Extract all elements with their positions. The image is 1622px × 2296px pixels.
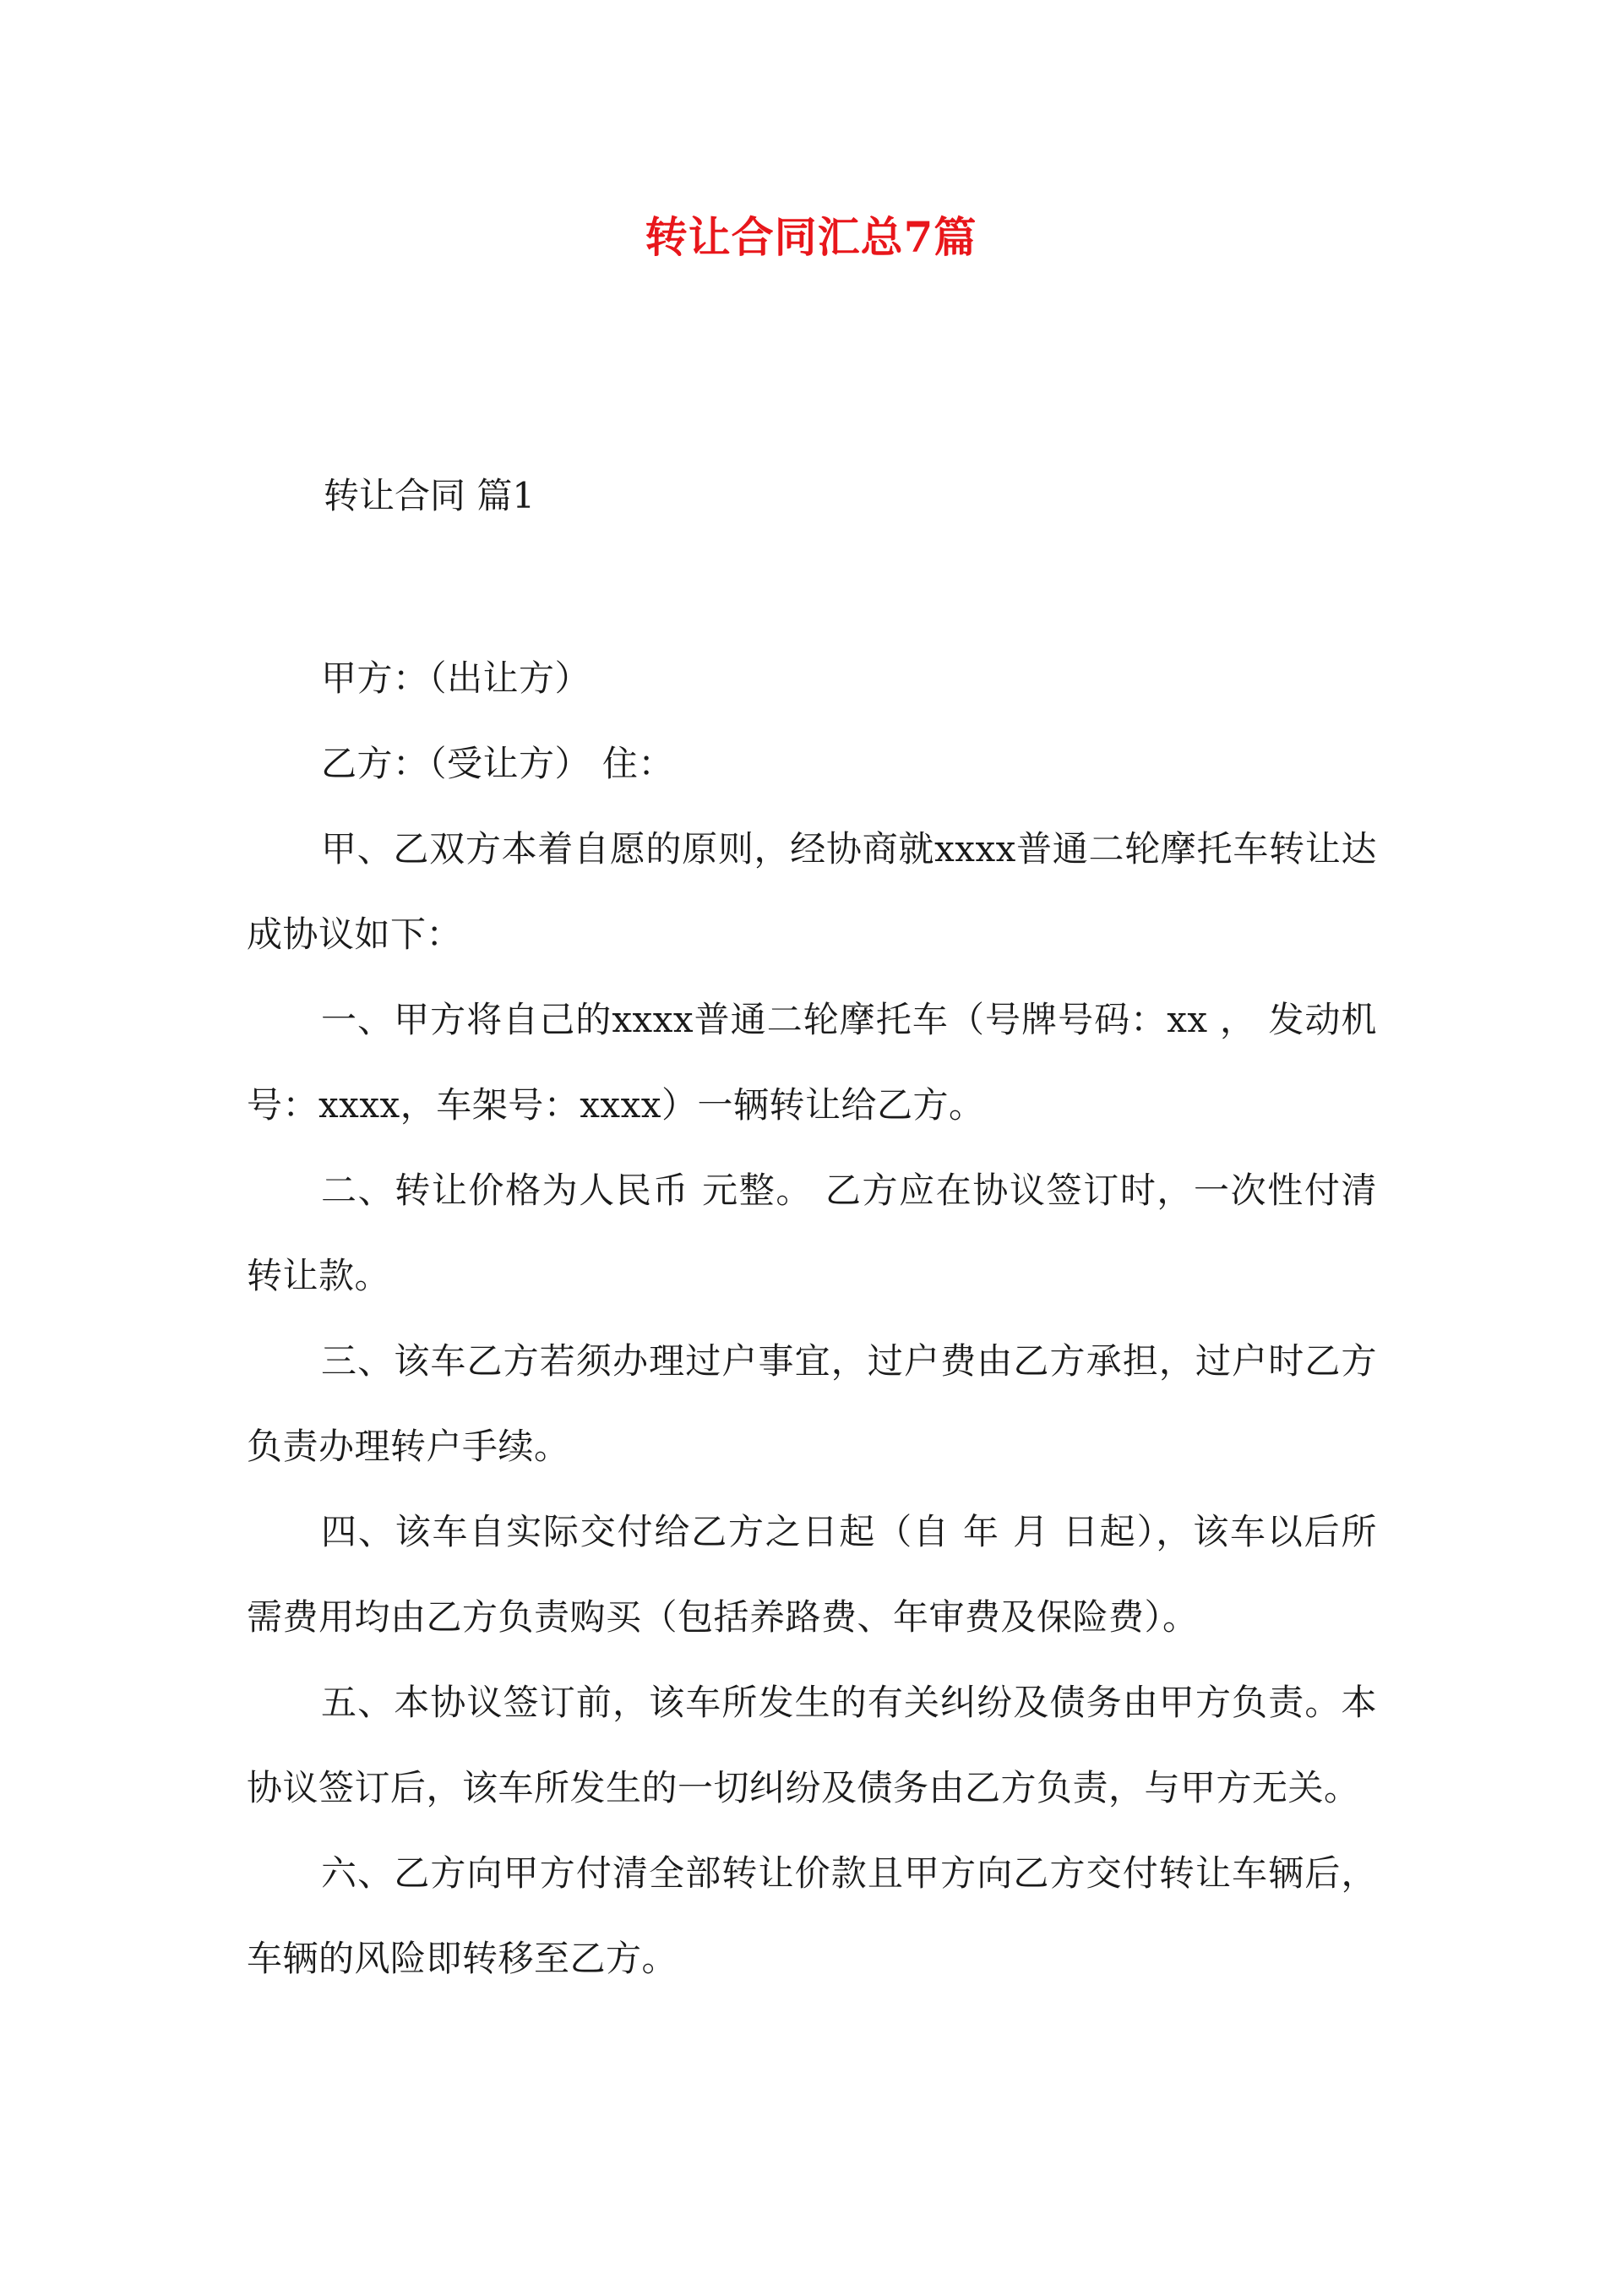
section-heading: 转让合同 篇1: [324, 475, 536, 516]
paragraph-clause-2: 二、转让价格为人民币 元整。 乙方应在协议签订时，一次性付清转让款。: [247, 1170, 1377, 1296]
paragraph-party-a: 甲方：（出让方）: [321, 657, 591, 699]
paragraph-clause-6: 六、乙方向甲方付清全部转让价款且甲方向乙方交付转让车辆后，车辆的风险即转移至乙方。: [247, 1852, 1377, 1979]
document-body: [247, 635, 1377, 2001]
paragraph-clause-5: 五、本协议签订前，该车所发生的有关纠纷及债务由甲方负责。本协议签订后，该车所发生的一切纠纷及债务由乙方负责，与甲方无关。: [247, 1682, 1377, 1808]
paragraph-clause-3: 三、该车乙方若须办理过户事宜，过户费由乙方承担，过户时乙方负责办理转户手续。: [247, 1340, 1377, 1467]
paragraph-clause-4: 四、该车自实际交付给乙方之日起（自 年 月 日起），该车以后所需费用均由乙方负责购买（包括养路费、年审费及保险费）。: [247, 1511, 1377, 1638]
paragraph-clause-1: 一、甲方将自己的xxxx普通二轮摩托车（号牌号码：xx ， 发动机号：xxxx，车架号：xxxx）一辆转让给乙方。: [247, 999, 1377, 1126]
paragraph-party-b: 乙方：（受让方） 住：: [321, 743, 674, 784]
paragraph-preamble: 甲、乙双方本着自愿的原则，经协商就xxxx普通二轮摩托车转让达成协议如下：: [247, 828, 1377, 955]
document-title: 转让合同汇总7篇: [645, 212, 977, 262]
